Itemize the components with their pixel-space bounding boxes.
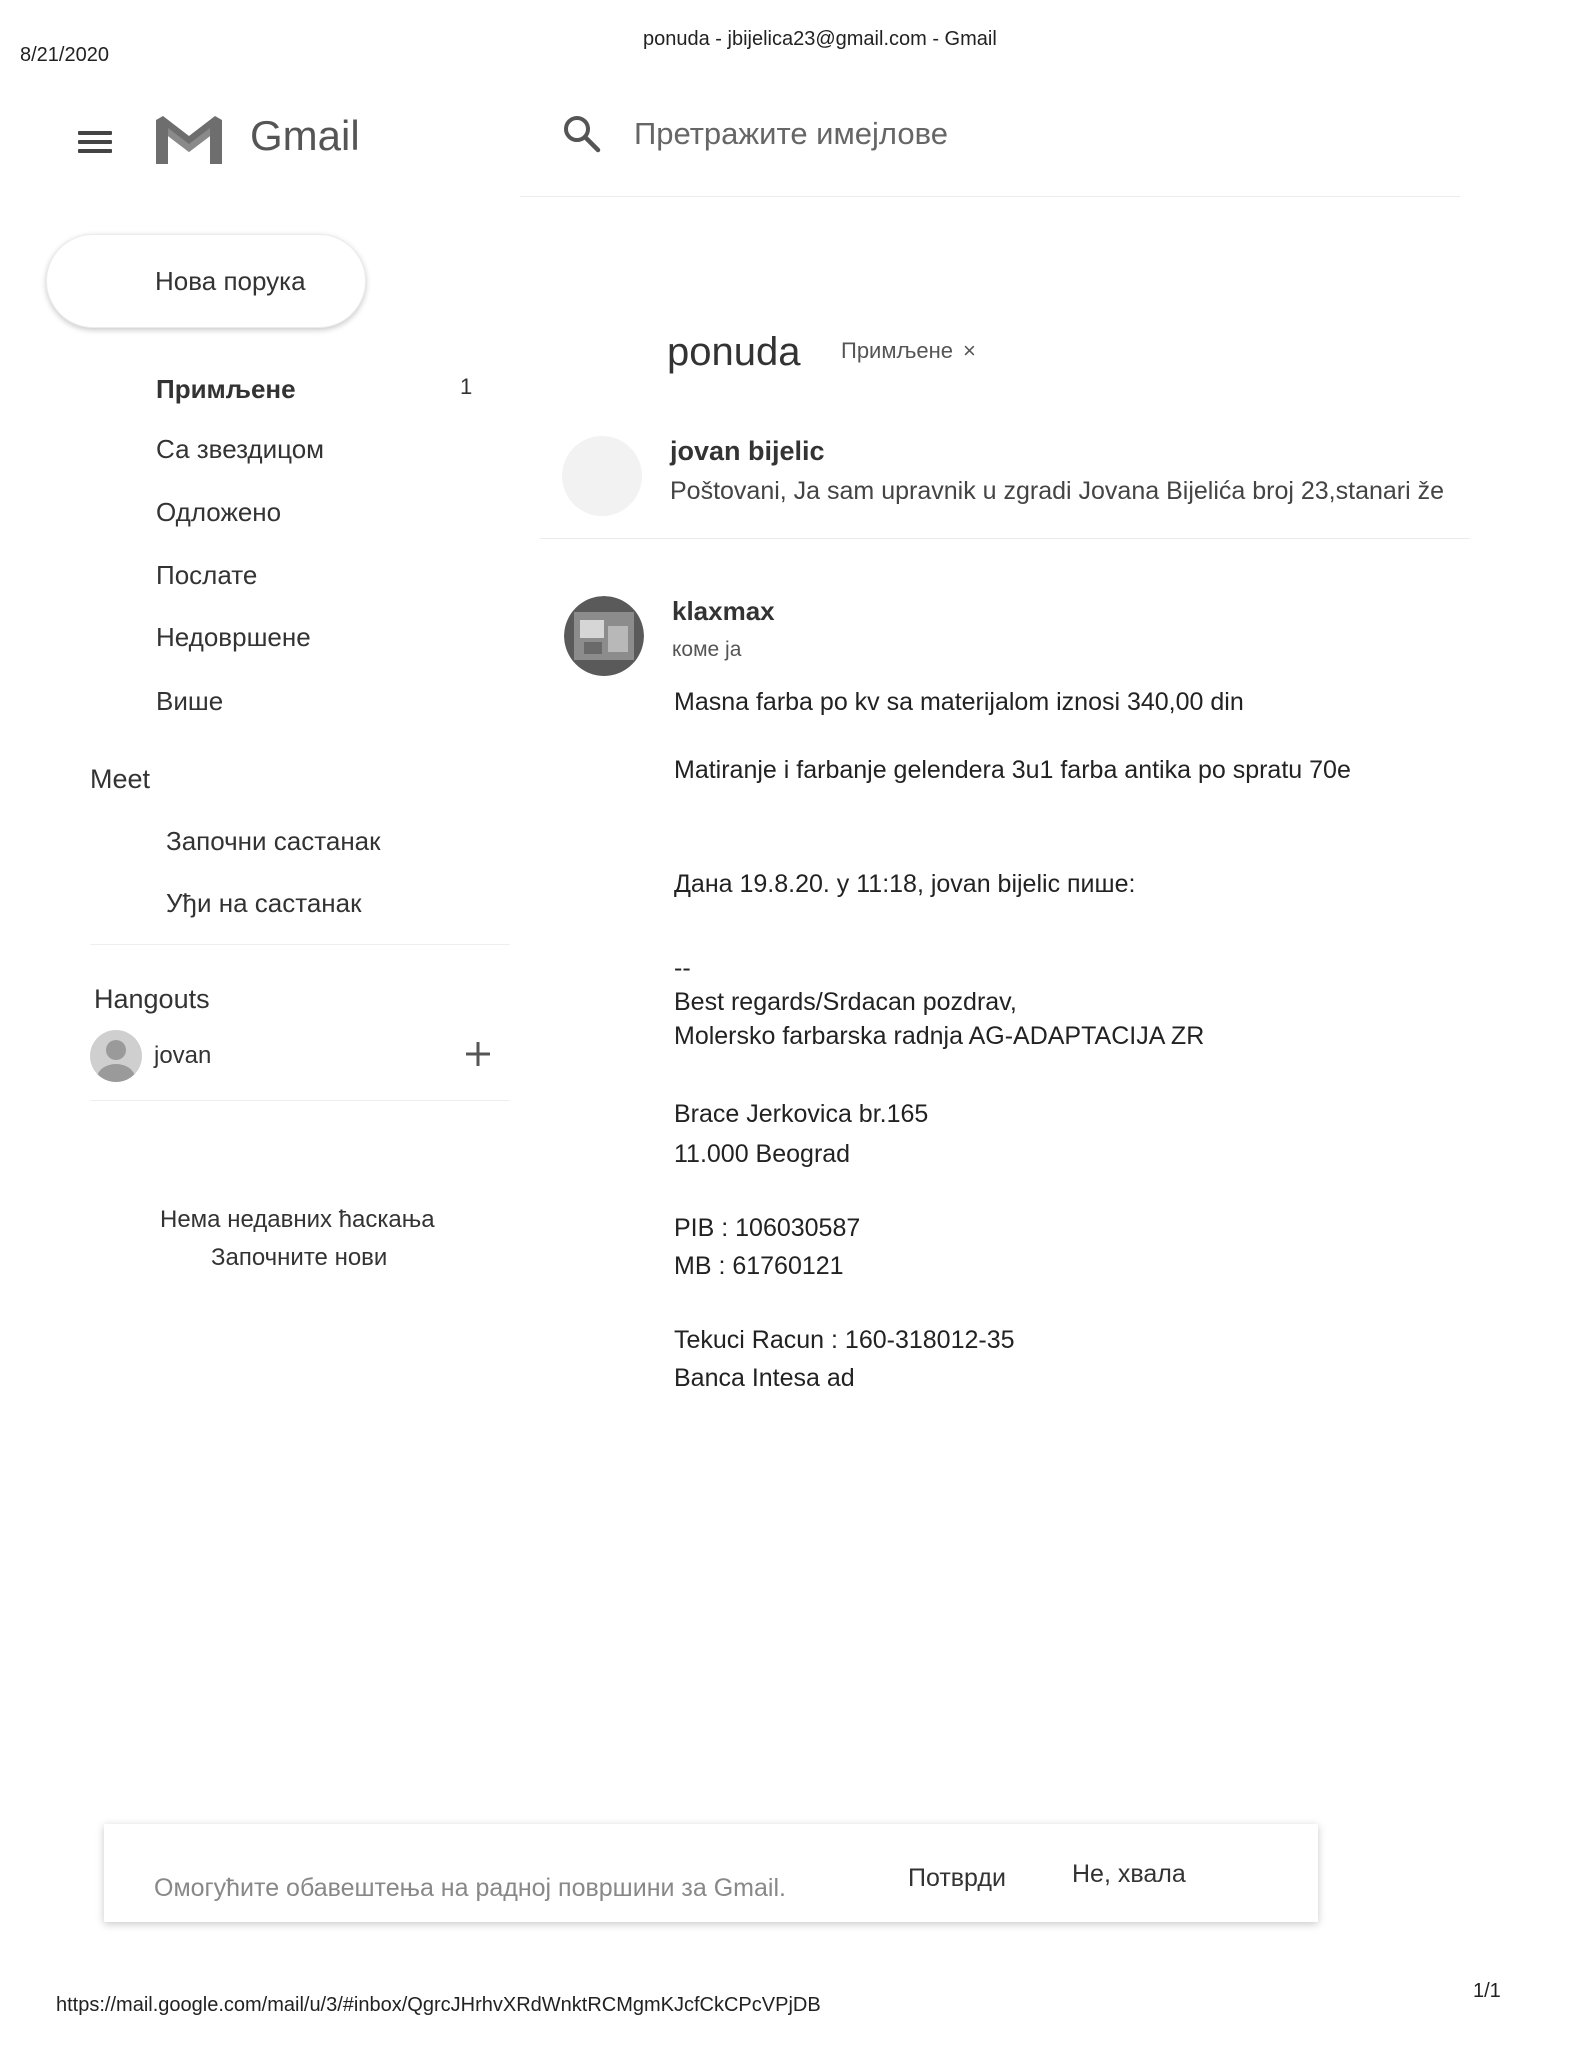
hangouts-section-title: Hangouts xyxy=(94,984,210,1014)
message-sender[interactable]: jovan bijelic xyxy=(670,436,825,466)
message-body-line: Best regards/Srdacan pozdrav, xyxy=(674,988,1017,1016)
print-date: 8/21/2020 xyxy=(20,44,109,66)
thread-subject: ponuda xyxy=(667,330,801,374)
message-body-line: Brace Jerkovica br.165 xyxy=(674,1100,929,1128)
gmail-logo-text: Gmail xyxy=(250,112,360,159)
inbox-unread-count: 1 xyxy=(460,374,473,399)
sidebar-item-inbox[interactable]: Примљене xyxy=(156,374,296,404)
sidebar-divider xyxy=(90,944,510,945)
search-input[interactable] xyxy=(634,110,1434,158)
main-menu-icon[interactable] xyxy=(78,126,118,160)
signature-separator: -- xyxy=(674,954,691,982)
notification-dismiss-button[interactable]: Не, хвала xyxy=(1072,1860,1186,1888)
message-body-line: Tekuci Racun : 160-318012-35 xyxy=(674,1326,1015,1354)
person-icon xyxy=(90,1030,142,1082)
message-body-line: Banca Intesa ad xyxy=(674,1364,855,1392)
hangouts-user-avatar[interactable] xyxy=(90,1030,142,1082)
remove-label-close-icon[interactable]: × xyxy=(963,338,976,363)
message-divider xyxy=(540,538,1470,539)
no-recent-chats-text: Нема недавних ћаскања xyxy=(160,1206,435,1233)
sender-avatar xyxy=(564,596,644,676)
sender-avatar xyxy=(562,436,642,516)
hangouts-user-name[interactable]: jovan xyxy=(154,1042,212,1069)
message-recipient[interactable]: коме ја xyxy=(672,638,742,661)
message-sender[interactable]: klaxmax xyxy=(672,596,775,626)
sidebar-item-sent[interactable]: Послате xyxy=(156,560,258,590)
sidebar-item-more[interactable]: Више xyxy=(156,686,224,716)
message-body-line: Masna farba po kv sa materijalom iznosi 340,00 din xyxy=(674,688,1244,716)
notification-confirm-button[interactable]: Потврди xyxy=(908,1864,1006,1892)
sidebar-item-drafts[interactable]: Недовршене xyxy=(156,622,311,652)
compose-button[interactable]: Нова порука xyxy=(46,234,366,328)
message-snippet[interactable]: Poštovani, Ja sam upravnik u zgradi Jovana Bijelića broj 23,stanari že xyxy=(670,477,1445,505)
print-title: ponuda - jbijelica23@gmail.com - Gmail xyxy=(643,28,997,50)
message-body-line: 11.000 Beograd xyxy=(674,1140,851,1168)
meet-section-title: Meet xyxy=(90,764,151,794)
notification-text: Омогућите обавештења на радној површини за Gmail. xyxy=(154,1874,786,1902)
gmail-logo-icon xyxy=(152,112,226,168)
print-page-number: 1/1 xyxy=(1473,1980,1501,2002)
label-chip-text: Примљене xyxy=(841,338,954,363)
message-body-line: Molersko farbarska radnja AG-ADAPTACIJA ZR xyxy=(674,1022,1205,1050)
hangouts-divider xyxy=(90,1100,510,1101)
inbox-label-chip xyxy=(841,338,976,364)
search-icon[interactable] xyxy=(560,112,604,156)
message-body-line: PIB : 106030587 xyxy=(674,1214,861,1242)
print-url: https://mail.google.com/mail/u/3/#inbox/QgrcJHrhvXRdWnktRCMgmKJcfCkCPcVPjDB xyxy=(56,1994,821,2016)
sidebar-item-starred[interactable]: Са звездицом xyxy=(156,434,325,464)
message-body-line: Matiranje i farbanje gelendera 3u1 farba antika po spratu 70e xyxy=(674,756,1351,784)
meet-start-meeting[interactable]: Започни састанак xyxy=(166,826,381,856)
meet-join-meeting[interactable]: Уђи на састанак xyxy=(166,888,362,918)
add-contact-plus-icon[interactable] xyxy=(462,1038,494,1070)
sidebar-item-snoozed[interactable]: Одложено xyxy=(156,497,282,527)
message-body-line: Дана 19.8.20. у 11:18, jovan bijelic пише: xyxy=(674,870,1136,898)
message-body-line: MB : 61760121 xyxy=(674,1252,844,1280)
start-new-chat-link[interactable]: Започните нови xyxy=(211,1244,388,1271)
sender-photo-icon xyxy=(564,596,644,676)
top-divider xyxy=(520,196,1460,197)
